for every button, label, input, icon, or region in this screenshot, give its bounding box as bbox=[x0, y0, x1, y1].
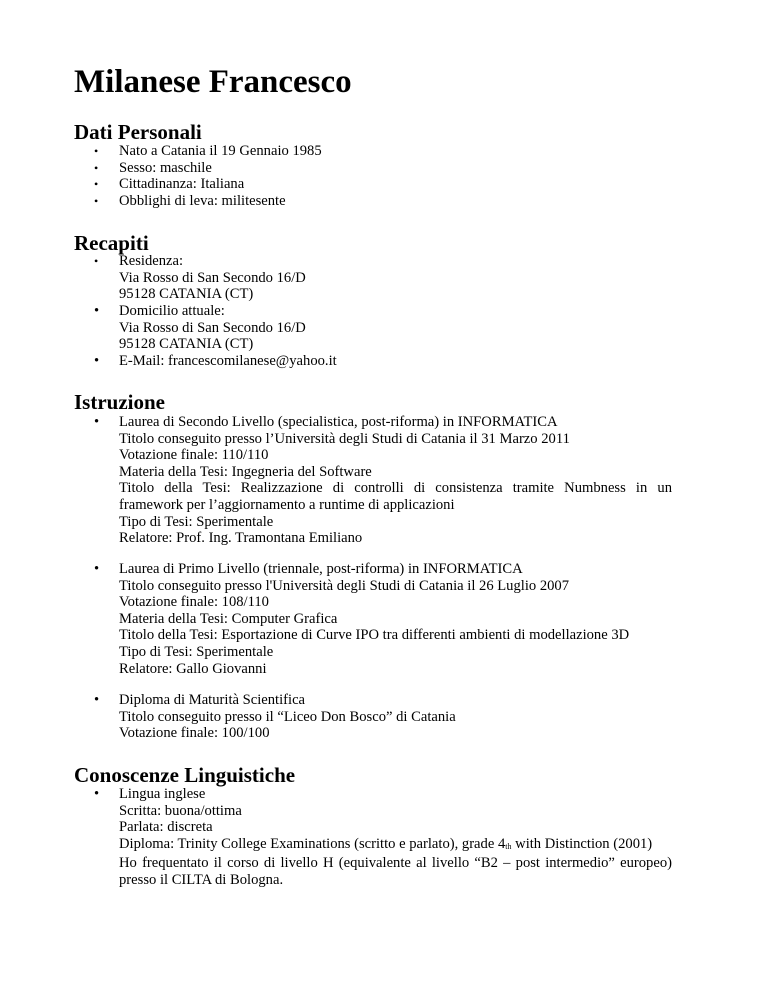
contact-residence: Residenza: Via Rosso di San Secondo 16/D 95128 CATANIA (CT) bbox=[119, 253, 306, 303]
bullet: • bbox=[94, 194, 99, 208]
contact-domicile: Domicilio attuale: Via Rosso di San Secondo 16/D 95128 CATANIA (CT) bbox=[119, 303, 306, 353]
bullet: • bbox=[94, 254, 99, 268]
personal-birth: Nato a Catania il 19 Gennaio 1985 bbox=[119, 143, 322, 159]
education-diploma: Diploma di Maturità Scientifica Titolo conseguito presso il “Liceo Don Bosco” di Catania Votazione finale: 100/100 bbox=[119, 692, 456, 742]
section-title-languages: Conoscenze Linguistiche bbox=[74, 763, 296, 787]
bullet: • bbox=[94, 161, 99, 175]
bullet: • bbox=[94, 177, 99, 191]
bullet: • bbox=[94, 786, 100, 802]
education-bachelor: Laurea di Primo Livello (triennale, post-riforma) in INFORMATICA Titolo conseguito presso l'Università degli Studi di Catania il 26 Luglio 2007 Votazione finale: 108/110 Materia della Tesi: Computer Grafica Titolo della Tesi: Esportazione di Curve IPO tra differenti ambienti di modellazione 3D Tipo di Tesi: Sperimentale Relatore: Gallo Giovanni bbox=[119, 561, 630, 677]
bullet: • bbox=[94, 692, 100, 708]
personal-sex: Sesso: maschile bbox=[119, 160, 212, 176]
education-master: Laurea di Secondo Livello (specialistica, post-riforma) in INFORMATICA Titolo conseguito presso l’Università degli Studi di Catania il 31 Marzo 2011 Votazione finale: 110/110 Materia della Tesi: Ingegneria del Software Titolo della Tesi: Realizzazione di controlli di consistenza tramite Numbness in un framework per l’aggiornamento a runtime di applicazioni Tipo di Tesi: Sperimentale Relatore: Prof. Ing. Tramontana Emiliano bbox=[119, 414, 672, 547]
cv-name: Milanese Francesco bbox=[74, 64, 352, 100]
bullet: • bbox=[94, 414, 100, 430]
bullet: • bbox=[94, 144, 99, 158]
personal-military: Obblighi di leva: militesente bbox=[119, 193, 286, 209]
language-diploma-line: Diploma: Trinity College Examinations (scritto e parlato), grade $4_{th}$ with Distinction (2001) bbox=[119, 835, 653, 852]
bullet: • bbox=[94, 303, 100, 319]
bullet: • bbox=[94, 353, 100, 369]
contact-email: E-Mail: francescomilanese@yahoo.it bbox=[119, 353, 337, 369]
section-title-personal: Dati Personali bbox=[74, 120, 202, 144]
section-title-contacts: Recapiti bbox=[74, 231, 149, 255]
language-english: Lingua inglese Scritta: buona/ottima Parlata: discreta Diploma: Trinity College Examinations (scritto e parlato), grade $4_{th}$ with Distinction (2001) Ho frequentato il corso di livello H (equivalente al livello “B2 – post intermedio” europeo) presso il CILTA di Bologna. bbox=[119, 786, 672, 888]
personal-citizenship: Cittadinanza: Italiana bbox=[119, 176, 245, 192]
bullet: • bbox=[94, 561, 100, 577]
section-title-education: Istruzione bbox=[74, 390, 165, 414]
